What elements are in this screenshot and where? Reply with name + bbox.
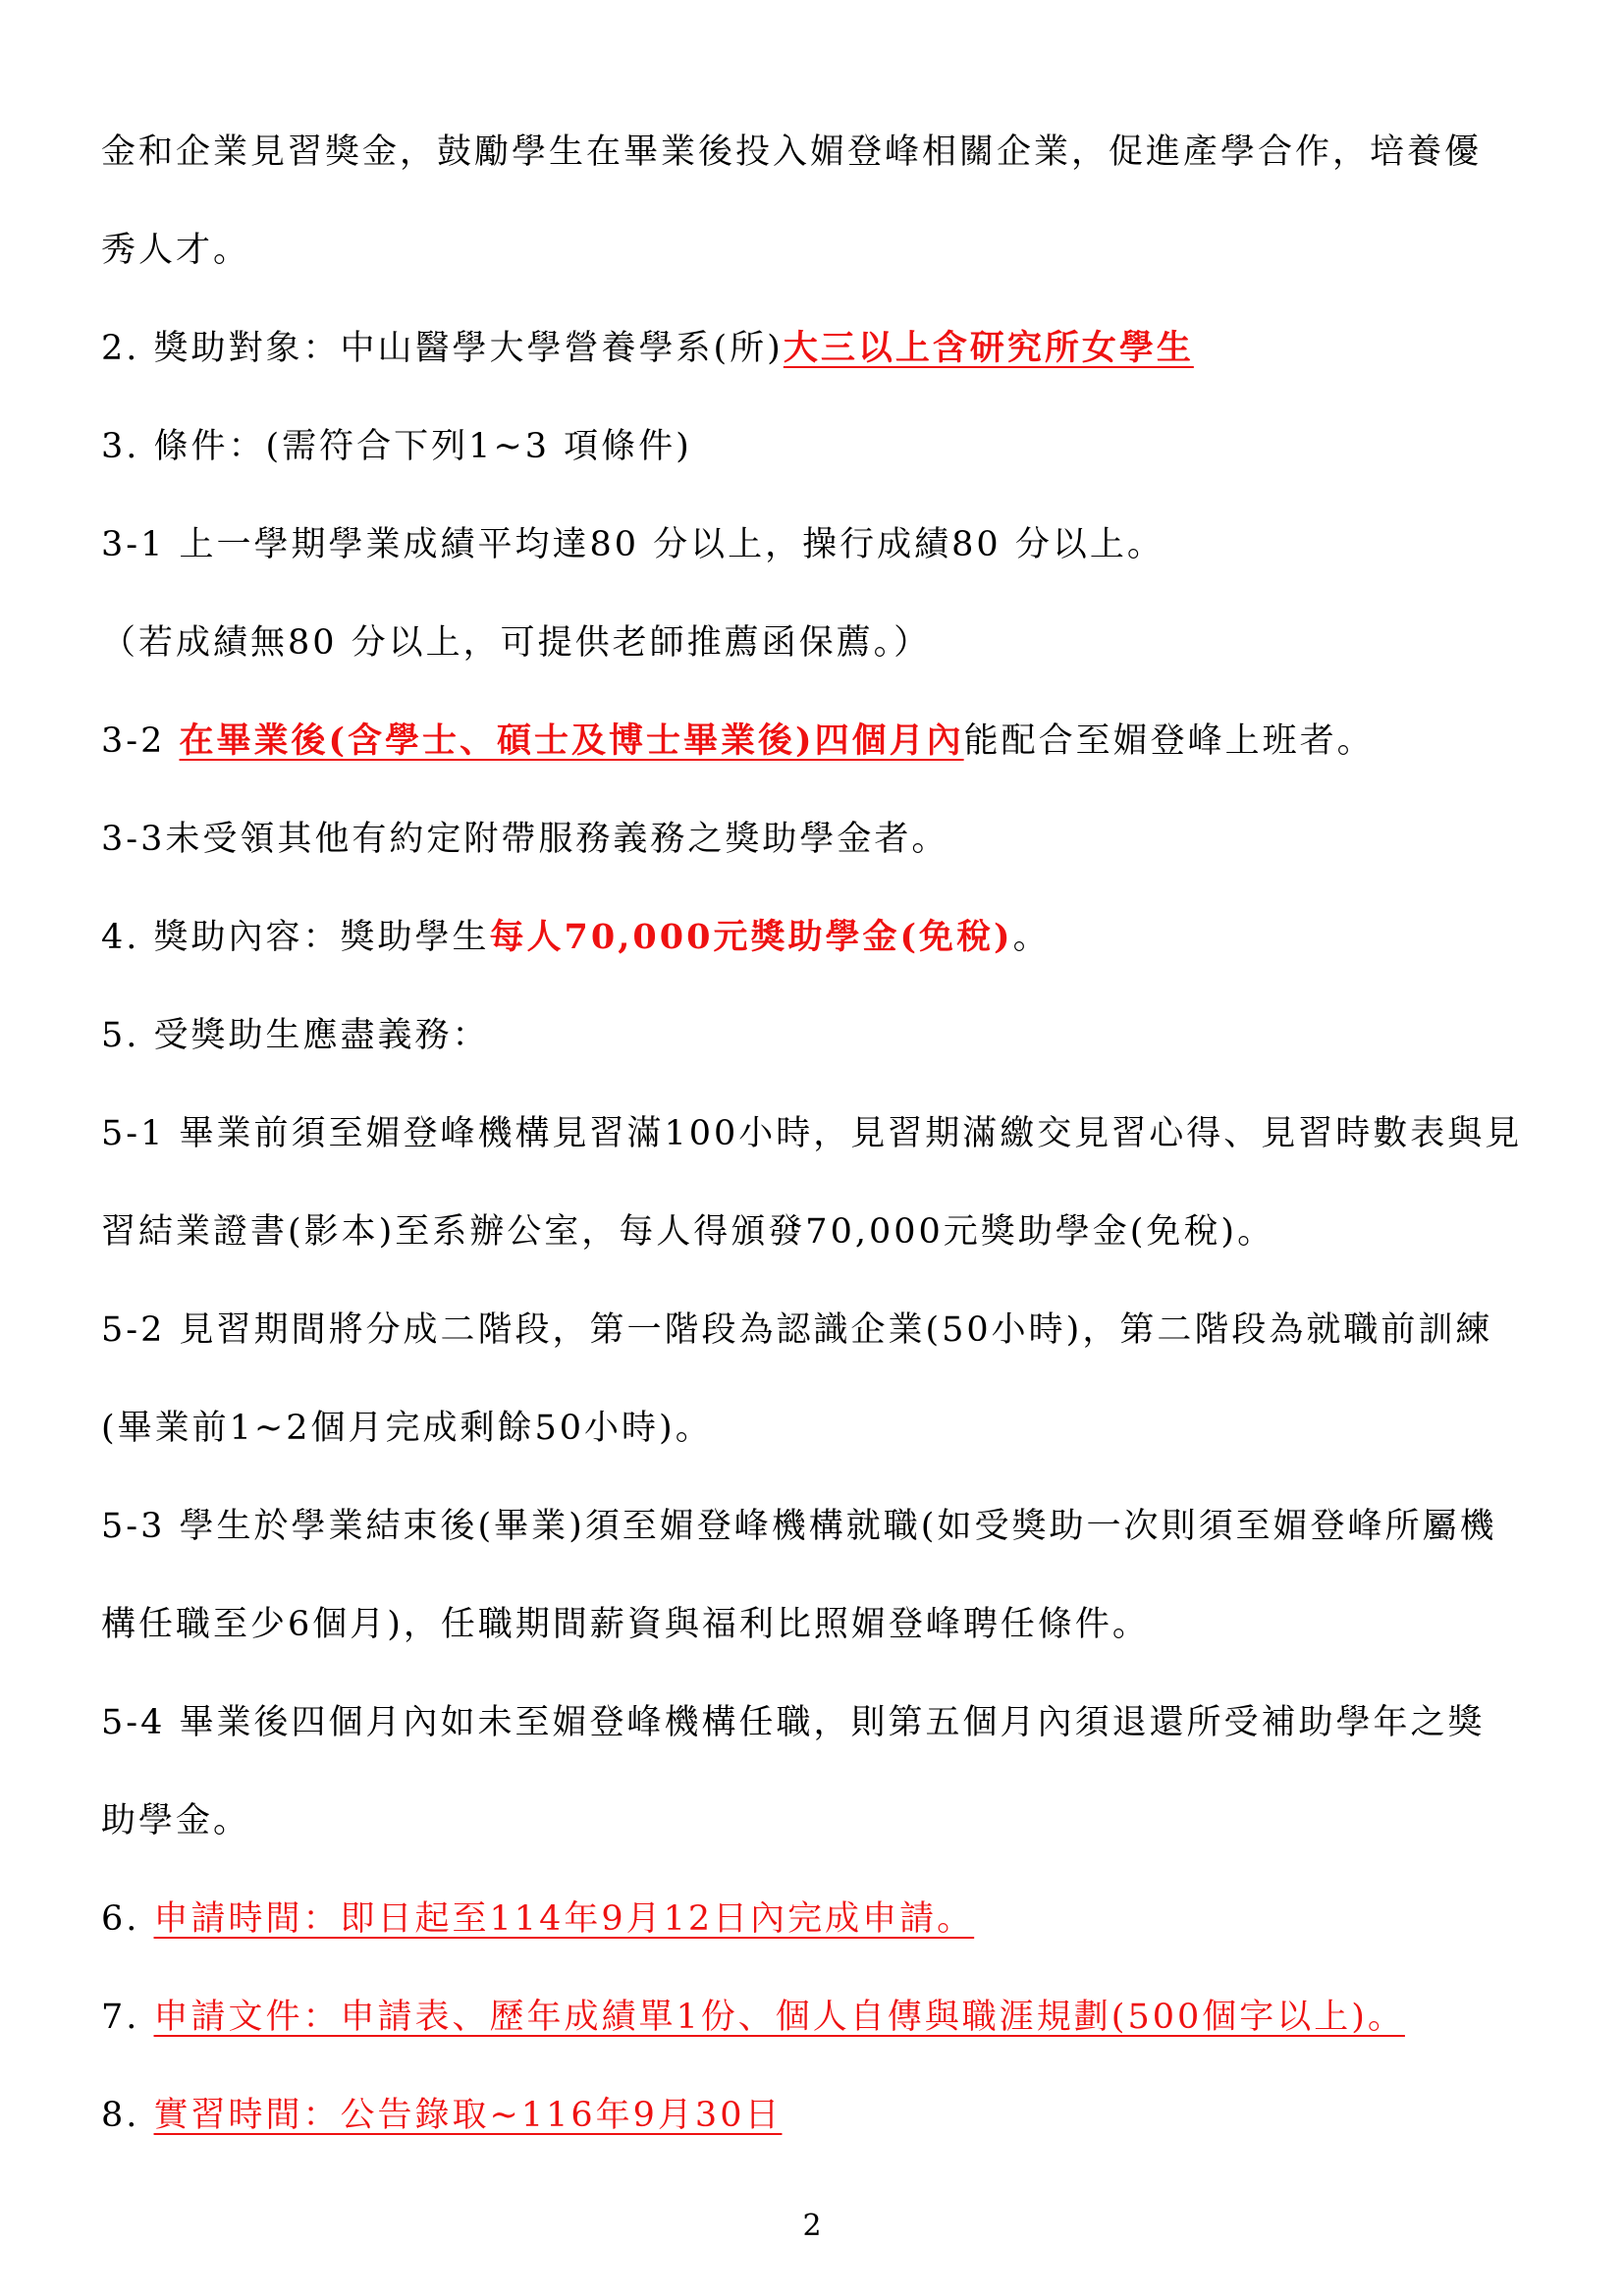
item-4-end: 。 [1012, 918, 1051, 957]
item-5-4: 5-4 畢業後四個月內如未至媚登峰機構任職，則第五個月內須退還所受補助學年之獎 [101, 1703, 1486, 1742]
item-5-1-cont: 習結業證書(影本)至系辦公室，每人得頒發70,000元獎助學金(免稅)。 [101, 1212, 1275, 1252]
item-2-highlight: 大三以上含研究所女學生 [783, 328, 1194, 368]
item-5-4-cont: 助學金。 [101, 1801, 251, 1841]
item-5-3: 5-3 學生於學業結束後(畢業)須至媚登峰機構就職(如受獎助一次則須至媚登峰所屬機 [101, 1507, 1497, 1546]
item-6-apply-period [101, 1899, 974, 1939]
item-3-1-note: （若成績無80 分以上，可提供老師推薦函保薦。） [101, 623, 932, 663]
item-8-internship-period [101, 2096, 782, 2135]
item-7-label: 7. [101, 1998, 154, 2037]
item-3-1: 3-1 上一學期學業成績平均達80 分以上，操行成績80 分以上。 [101, 525, 1164, 564]
item-3-conditions: 3. 條件：(需符合下列1~3 項條件) [101, 427, 692, 466]
item-3-2-label: 3-2 [101, 721, 180, 761]
item-7-documents [101, 1998, 1405, 2037]
item-4-content [101, 918, 1051, 957]
item-8-label: 8. [101, 2096, 154, 2135]
item-4-label: 4. 獎助內容：獎助學生 [101, 918, 490, 957]
item-3-2-rest: 能配合至媚登峰上班者。 [963, 721, 1375, 761]
item-5-obligations: 5. 受獎助生應盡義務： [101, 1016, 490, 1055]
item-5-3-cont: 構任職至少6個月)，任職期間薪資與福利比照媚登峰聘任條件。 [101, 1605, 1150, 1644]
item-3-3: 3-3未受領其他有約定附帶服務義務之獎助學金者。 [101, 820, 949, 859]
item-6-label: 6. [101, 1899, 154, 1939]
item-6-highlight: 申請時間：即日起至114年9月12日內完成申請。 [153, 1899, 975, 1939]
item-3-2 [101, 721, 1375, 761]
item-5-1: 5-1 畢業前須至媚登峰機構見習滿100小時，見習期滿繳交見習心得、見習時數表與見 [101, 1114, 1523, 1153]
item-4-highlight: 每人70,000元獎助學金(免稅) [489, 917, 1013, 957]
item-5-2: 5-2 見習期間將分成二階段，第一階段為認識企業(50小時)，第二階段為就職前訓練 [101, 1310, 1493, 1350]
item-7-highlight: 申請文件：申請表、歷年成績單1份、個人自傳與職涯規劃(500個字以上)。 [153, 1998, 1405, 2037]
paragraph-intro-continued: 金和企業見習獎金，鼓勵學生在畢業後投入媚登峰相關企業，促進產學合作，培養優 [101, 133, 1483, 172]
item-3-2-highlight: 在畢業後(含學士、碩士及博士畢業後)四個月內 [179, 721, 964, 761]
item-5-2-cont: (畢業前1~2個月完成剩餘50小時)。 [101, 1409, 713, 1448]
item-2-recipients [101, 329, 1194, 368]
paragraph-intro-end: 秀人才。 [101, 231, 251, 270]
item-8-highlight: 實習時間：公告錄取~116年9月30日 [153, 2096, 783, 2135]
item-2-label: 2. 獎助對象：中山醫學大學營養學系(所) [101, 329, 784, 368]
page-number: 2 [802, 2209, 822, 2243]
